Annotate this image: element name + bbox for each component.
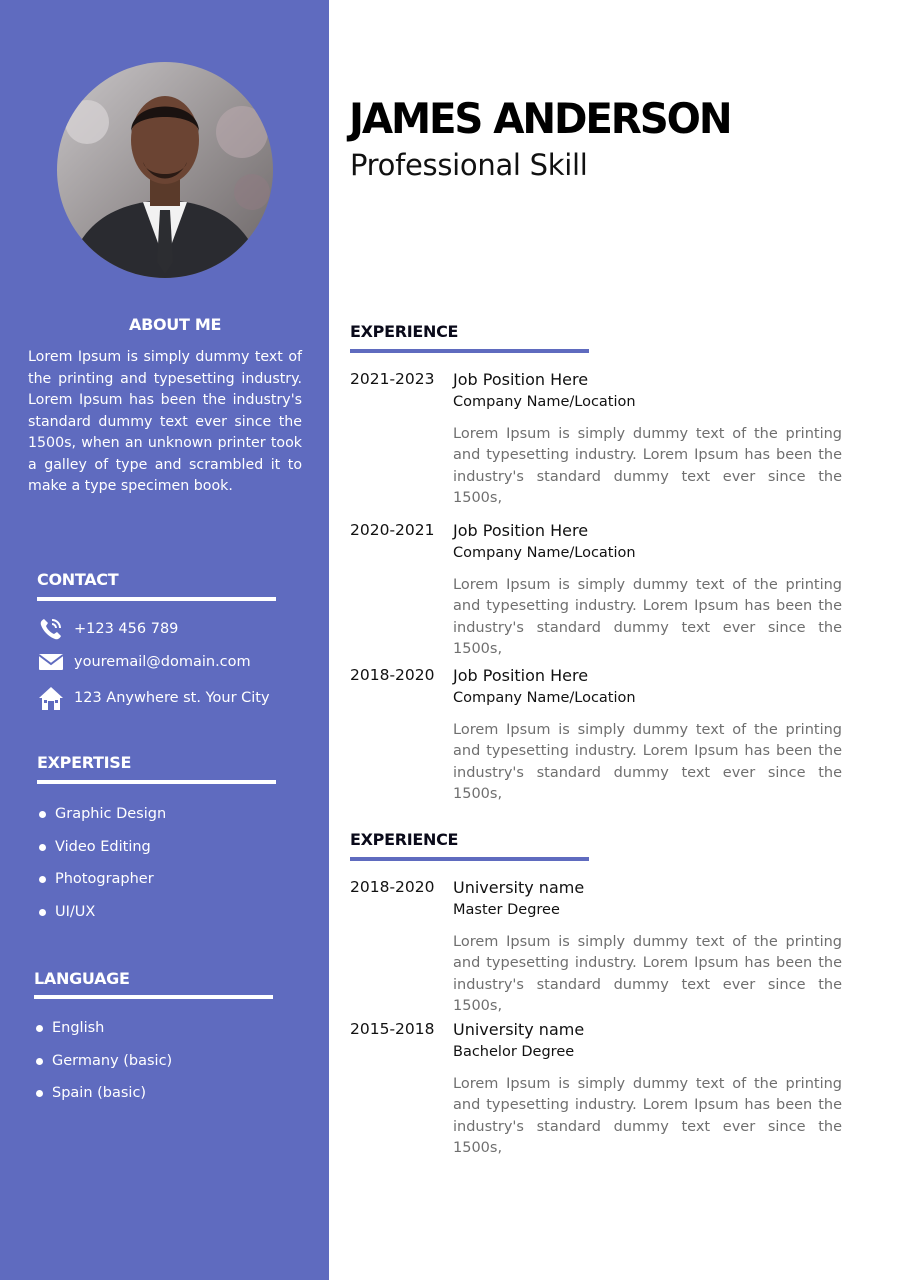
- entry-description: Lorem Ipsum is simply dummy text of the printing and typesetting industry. Lorem Ipsum has been the industry's standard dummy text ever since the 1500s,: [453, 934, 842, 1015]
- entry-description: Lorem Ipsum is simply dummy text of the printing and typesetting industry. Lorem Ipsum has been the industry's standard dummy text ever since the 1500s,: [453, 722, 842, 803]
- contact-divider: [37, 597, 276, 601]
- entry-subtitle: Company Name/Location: [453, 545, 636, 561]
- expertise-item: UI/UX: [37, 902, 166, 935]
- contact-heading: CONTACT: [37, 570, 119, 589]
- entry-title: Job Position Here: [453, 521, 589, 540]
- address-text: 123 Anywhere st. Your City: [74, 690, 270, 706]
- expertise-heading: EXPERTISE: [37, 753, 132, 772]
- phone-icon: [37, 615, 65, 643]
- entry-subtitle: Bachelor Degree: [453, 1044, 575, 1060]
- mail-icon: [37, 648, 65, 676]
- entry-description: Lorem Ipsum is simply dummy text of the printing and typesetting industry. Lorem Ipsum has been the industry's standard dummy text ever since the 1500s,: [453, 426, 842, 507]
- entry-subtitle: Company Name/Location: [453, 394, 636, 410]
- about-text: Lorem Ipsum is simply dummy text of the printing and typesetting industry. Lorem Ipsum has been the industry's standard dummy text ever since the 1500s, when an unknown printer took a galley of type and scrambled it to make a type specimen book.: [28, 349, 302, 494]
- profile-photo: [57, 62, 273, 278]
- home-icon: [37, 684, 65, 712]
- entry-title: Job Position Here: [453, 666, 589, 685]
- phone-text: +123 456 789: [74, 621, 179, 637]
- language-heading: LANGUAGE: [34, 969, 130, 988]
- contact-phone[interactable]: [37, 615, 178, 643]
- entry-title: University name: [453, 878, 585, 897]
- entry-description: Lorem Ipsum is simply dummy text of the printing and typesetting industry. Lorem Ipsum has been the industry's standard dummy text ever since the 1500s,: [453, 577, 842, 658]
- entry-years: 2018-2020: [350, 878, 435, 896]
- expertise-item: Photographer: [37, 869, 166, 902]
- language-item: Germany (basic): [34, 1051, 172, 1084]
- entry-years: 2015-2018: [350, 1020, 435, 1038]
- contact-address: [37, 684, 270, 712]
- entry-description: Lorem Ipsum is simply dummy text of the printing and typesetting industry. Lorem Ipsum has been the industry's standard dummy text ever since the 1500s,: [453, 1076, 842, 1157]
- language-divider: [34, 995, 273, 999]
- entry-years: 2020-2021: [350, 521, 435, 539]
- language-item: English: [34, 1018, 172, 1051]
- expertise-item: Graphic Design: [37, 804, 166, 837]
- entry-title: Job Position Here: [453, 370, 589, 389]
- email-text: youremail@domain.com: [74, 654, 251, 670]
- entry-title: University name: [453, 1020, 585, 1039]
- entry-years: 2018-2020: [350, 666, 435, 684]
- entry-subtitle: Master Degree: [453, 902, 560, 918]
- experience-divider: [350, 349, 589, 353]
- expertise-divider: [37, 780, 276, 784]
- contact-email[interactable]: [37, 648, 251, 676]
- profile-role: Professional Skill: [350, 148, 588, 182]
- education-divider: [350, 857, 589, 861]
- education-heading: EXPERIENCE: [350, 830, 459, 849]
- profile-name: JAMES ANDERSON: [349, 94, 731, 143]
- entry-years: 2021-2023: [350, 370, 435, 388]
- experience-heading: EXPERIENCE: [350, 322, 459, 341]
- entry-subtitle: Company Name/Location: [453, 690, 636, 706]
- language-list: [34, 1018, 172, 1116]
- about-heading: ABOUT ME: [129, 315, 222, 334]
- expertise-item: Video Editing: [37, 837, 166, 870]
- expertise-list: [37, 804, 166, 934]
- sidebar: [0, 0, 329, 1280]
- language-item: Spain (basic): [34, 1083, 172, 1116]
